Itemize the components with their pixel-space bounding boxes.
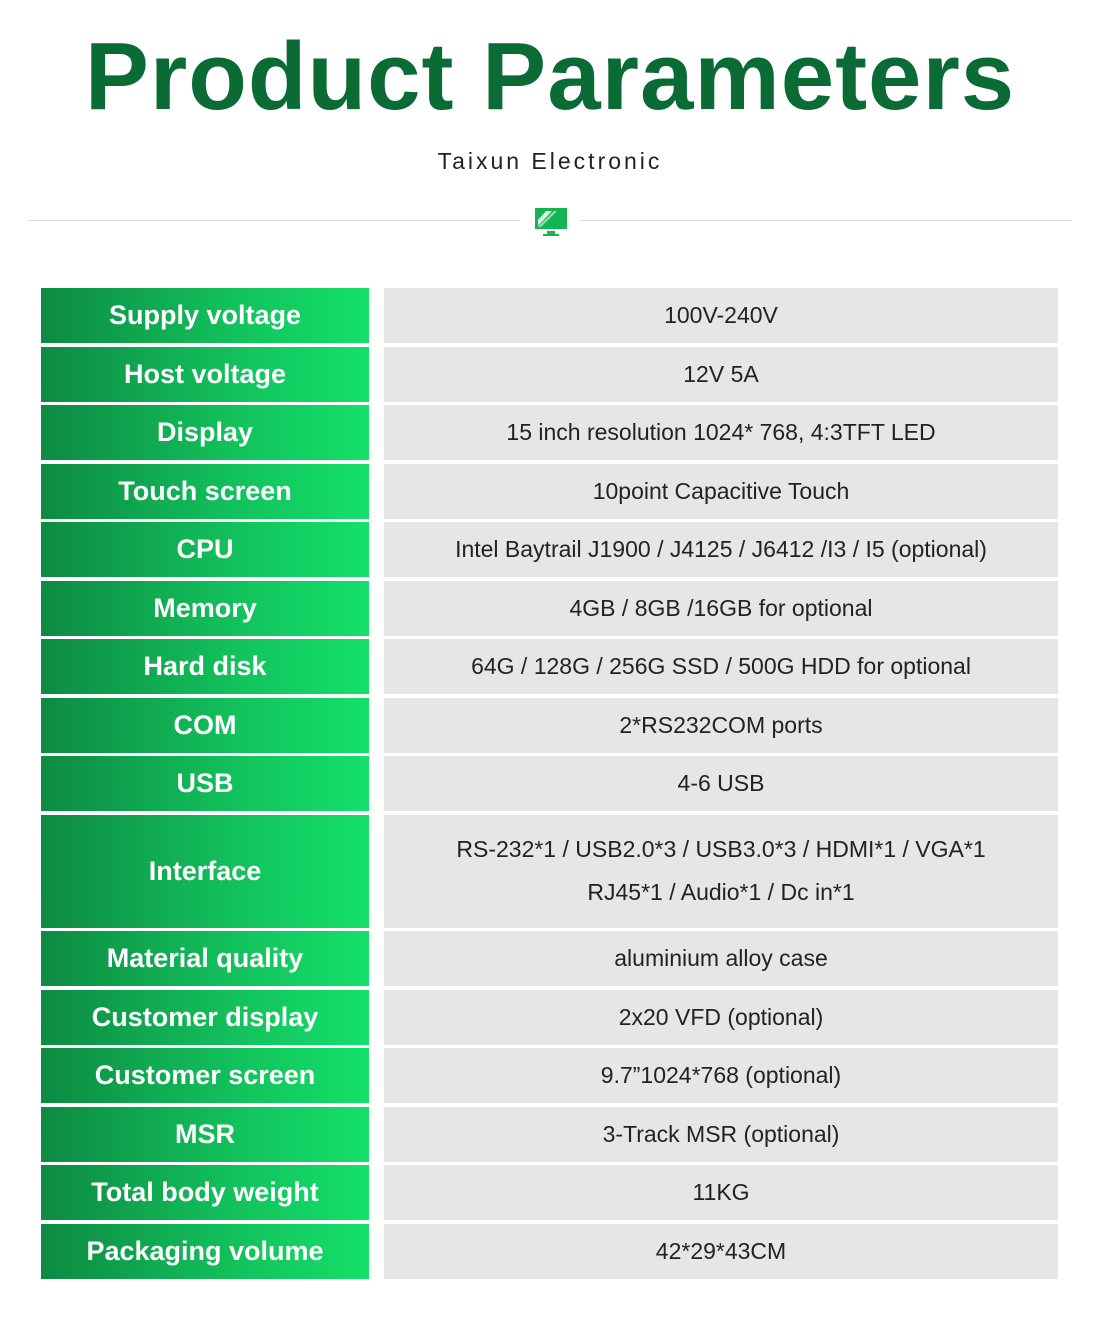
spec-label: Supply voltage [41, 288, 369, 343]
spec-label: Display [41, 405, 369, 460]
spec-row-memory [41, 581, 1058, 636]
spec-row-host-voltage [41, 347, 1058, 402]
spec-value-text: 42*29*43CM [655, 1237, 787, 1264]
page-subtitle: Taixun Electronic [437, 148, 663, 174]
spec-value [384, 756, 1058, 811]
spec-row-customer-display [41, 990, 1058, 1045]
monitor-icon [534, 206, 568, 238]
spec-value [384, 581, 1058, 636]
spec-label: Packaging volume [41, 1224, 369, 1279]
spec-label: Total body weight [41, 1165, 369, 1220]
spec-label: MSR [41, 1107, 369, 1162]
spec-row-touch-screen [41, 464, 1058, 519]
spec-label: Hard disk [41, 639, 369, 694]
divider-right [580, 220, 1072, 221]
spec-row-msr [41, 1107, 1058, 1162]
spec-row-supply-voltage [41, 288, 1058, 343]
spec-label: COM [41, 698, 369, 753]
spec-value [384, 1107, 1058, 1162]
spec-value [384, 522, 1058, 577]
spec-value [384, 698, 1058, 753]
page-title: Product Parameters [84, 23, 1016, 130]
divider-left [28, 220, 520, 221]
spec-table [41, 288, 1058, 1282]
spec-row-com [41, 698, 1058, 753]
spec-value-text: RS-232*1 / USB2.0*3 / USB3.0*3 / HDMI*1 / VGA*1 [456, 836, 986, 862]
spec-value-text: 4GB / 8GB /16GB for optional [569, 594, 873, 621]
spec-value-text: 100V-240V [664, 302, 778, 328]
spec-row-interface [41, 815, 1058, 928]
spec-label: Interface [41, 815, 369, 928]
spec-row-total-body-weight [41, 1165, 1058, 1220]
spec-value-text: 10point Capacitive Touch [592, 477, 850, 504]
spec-value [384, 464, 1058, 519]
spec-value-text: 15 inch resolution 1024* 768, 4:3TFT LED [506, 419, 936, 445]
spec-value-text-line2: RJ45*1 / Audio*1 / Dc in*1 [587, 879, 855, 905]
spec-value-text: aluminium alloy case [614, 945, 828, 971]
spec-label: Material quality [41, 931, 369, 986]
spec-label: Memory [41, 581, 369, 636]
spec-value-text: 11KG [692, 1179, 750, 1205]
spec-value-text: 64G / 128G / 256G SSD / 500G HDD for optional [471, 653, 971, 679]
spec-value-text: 12V 5A [683, 360, 759, 387]
spec-value-text: 4-6 USB [677, 770, 765, 796]
spec-row-cpu [41, 522, 1058, 577]
spec-row-hard-disk [41, 639, 1058, 694]
spec-value-text: 3-Track MSR (optional) [602, 1120, 840, 1147]
spec-label: Customer display [41, 990, 369, 1045]
spec-label: CPU [41, 522, 369, 577]
spec-label: USB [41, 756, 369, 811]
spec-row-material-quality [41, 931, 1058, 986]
spec-row-usb [41, 756, 1058, 811]
spec-label: Touch screen [41, 464, 369, 519]
spec-value-text: 2*RS232COM ports [619, 711, 823, 738]
spec-value-text: 9.7”1024*768 (optional) [600, 1062, 842, 1088]
spec-value [384, 1165, 1058, 1220]
spec-label: Customer screen [41, 1048, 369, 1103]
spec-value [384, 1224, 1058, 1279]
spec-value [384, 288, 1058, 343]
spec-row-customer-screen [41, 1048, 1058, 1103]
spec-value-text: 2x20 VFD (optional) [618, 1003, 824, 1030]
spec-value [384, 347, 1058, 402]
spec-label: Host voltage [41, 347, 369, 402]
spec-value [384, 990, 1058, 1045]
spec-value [384, 405, 1058, 460]
spec-value [384, 1048, 1058, 1103]
spec-row-packaging-volume [41, 1224, 1058, 1279]
spec-value [384, 815, 1058, 928]
spec-row-display [41, 405, 1058, 460]
spec-value [384, 931, 1058, 986]
spec-value-text: Intel Baytrail J1900 / J4125 / J6412 /I3 / I5 (optional) [455, 536, 987, 562]
spec-value [384, 639, 1058, 694]
